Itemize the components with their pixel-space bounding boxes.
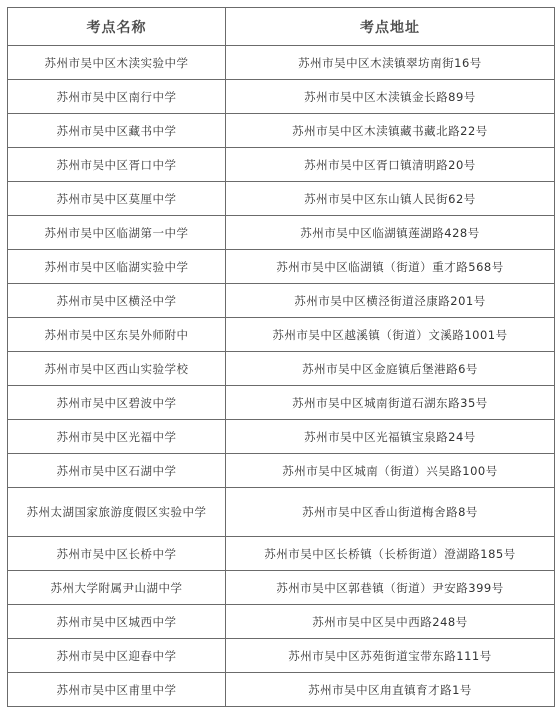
site-address-cell: 苏州市吴中区光福镇宝泉路24号 (226, 420, 555, 454)
table-row (8, 673, 555, 707)
site-address-cell: 苏州市吴中区东山镇人民街62号 (226, 182, 555, 216)
table-row (8, 420, 555, 454)
table-row (8, 537, 555, 571)
table-row (8, 318, 555, 352)
table-row (8, 639, 555, 673)
header-site-address: 考点地址 (226, 8, 555, 46)
site-address-cell: 苏州市吴中区郭巷镇（街道）尹安路399号 (226, 571, 555, 605)
table-row (8, 250, 555, 284)
table-row (8, 386, 555, 420)
site-name-cell: 苏州市吴中区东吴外师附中 (8, 318, 226, 352)
table-row (8, 182, 555, 216)
exam-sites-table (7, 7, 555, 707)
table-row (8, 488, 555, 537)
site-name-cell: 苏州市吴中区藏书中学 (8, 114, 226, 148)
site-name-cell: 苏州市吴中区临湖实验中学 (8, 250, 226, 284)
site-address-cell: 苏州市吴中区越溪镇（街道）文溪路1001号 (226, 318, 555, 352)
site-address-cell: 苏州市吴中区木渎镇翠坊南街16号 (226, 46, 555, 80)
table-row (8, 216, 555, 250)
table-header-row (8, 8, 555, 46)
site-address-cell: 苏州市吴中区香山街道梅舍路8号 (226, 488, 555, 537)
site-name-cell: 苏州市吴中区碧波中学 (8, 386, 226, 420)
site-name-cell: 苏州市吴中区迎春中学 (8, 639, 226, 673)
exam-sites-table-container (7, 7, 554, 707)
table-row (8, 46, 555, 80)
site-address-cell: 苏州市吴中区长桥镇（长桥街道）澄湖路185号 (226, 537, 555, 571)
table-row (8, 148, 555, 182)
site-address-cell: 苏州市吴中区吴中西路248号 (226, 605, 555, 639)
table-row (8, 605, 555, 639)
site-address-cell: 苏州市吴中区横泾街道泾康路201号 (226, 284, 555, 318)
site-name-cell: 苏州太湖国家旅游度假区实验中学 (8, 488, 226, 537)
site-name-cell: 苏州市吴中区横泾中学 (8, 284, 226, 318)
site-name-cell: 苏州市吴中区临湖第一中学 (8, 216, 226, 250)
site-name-cell: 苏州市吴中区南行中学 (8, 80, 226, 114)
site-address-cell: 苏州市吴中区临湖镇（街道）重才路568号 (226, 250, 555, 284)
site-name-cell: 苏州市吴中区长桥中学 (8, 537, 226, 571)
site-name-cell: 苏州市吴中区木渎实验中学 (8, 46, 226, 80)
site-address-cell: 苏州市吴中区金庭镇后堡港路6号 (226, 352, 555, 386)
table-row (8, 80, 555, 114)
site-name-cell: 苏州市吴中区城西中学 (8, 605, 226, 639)
site-name-cell: 苏州大学附属尹山湖中学 (8, 571, 226, 605)
table-row (8, 571, 555, 605)
site-address-cell: 苏州市吴中区木渎镇藏书藏北路22号 (226, 114, 555, 148)
site-address-cell: 苏州市吴中区甪直镇育才路1号 (226, 673, 555, 707)
site-address-cell: 苏州市吴中区木渎镇金长路89号 (226, 80, 555, 114)
site-name-cell: 苏州市吴中区光福中学 (8, 420, 226, 454)
site-name-cell: 苏州市吴中区石湖中学 (8, 454, 226, 488)
site-name-cell: 苏州市吴中区西山实验学校 (8, 352, 226, 386)
table-row (8, 114, 555, 148)
header-site-name: 考点名称 (8, 8, 226, 46)
table-row (8, 352, 555, 386)
table-row (8, 284, 555, 318)
site-address-cell: 苏州市吴中区临湖镇莲湖路428号 (226, 216, 555, 250)
site-address-cell: 苏州市吴中区胥口镇清明路20号 (226, 148, 555, 182)
site-address-cell: 苏州市吴中区城南街道石湖东路35号 (226, 386, 555, 420)
site-address-cell: 苏州市吴中区城南（街道）兴吴路100号 (226, 454, 555, 488)
site-address-cell: 苏州市吴中区苏苑街道宝带东路111号 (226, 639, 555, 673)
site-name-cell: 苏州市吴中区甫里中学 (8, 673, 226, 707)
site-name-cell: 苏州市吴中区莫厘中学 (8, 182, 226, 216)
site-name-cell: 苏州市吴中区胥口中学 (8, 148, 226, 182)
table-row (8, 454, 555, 488)
